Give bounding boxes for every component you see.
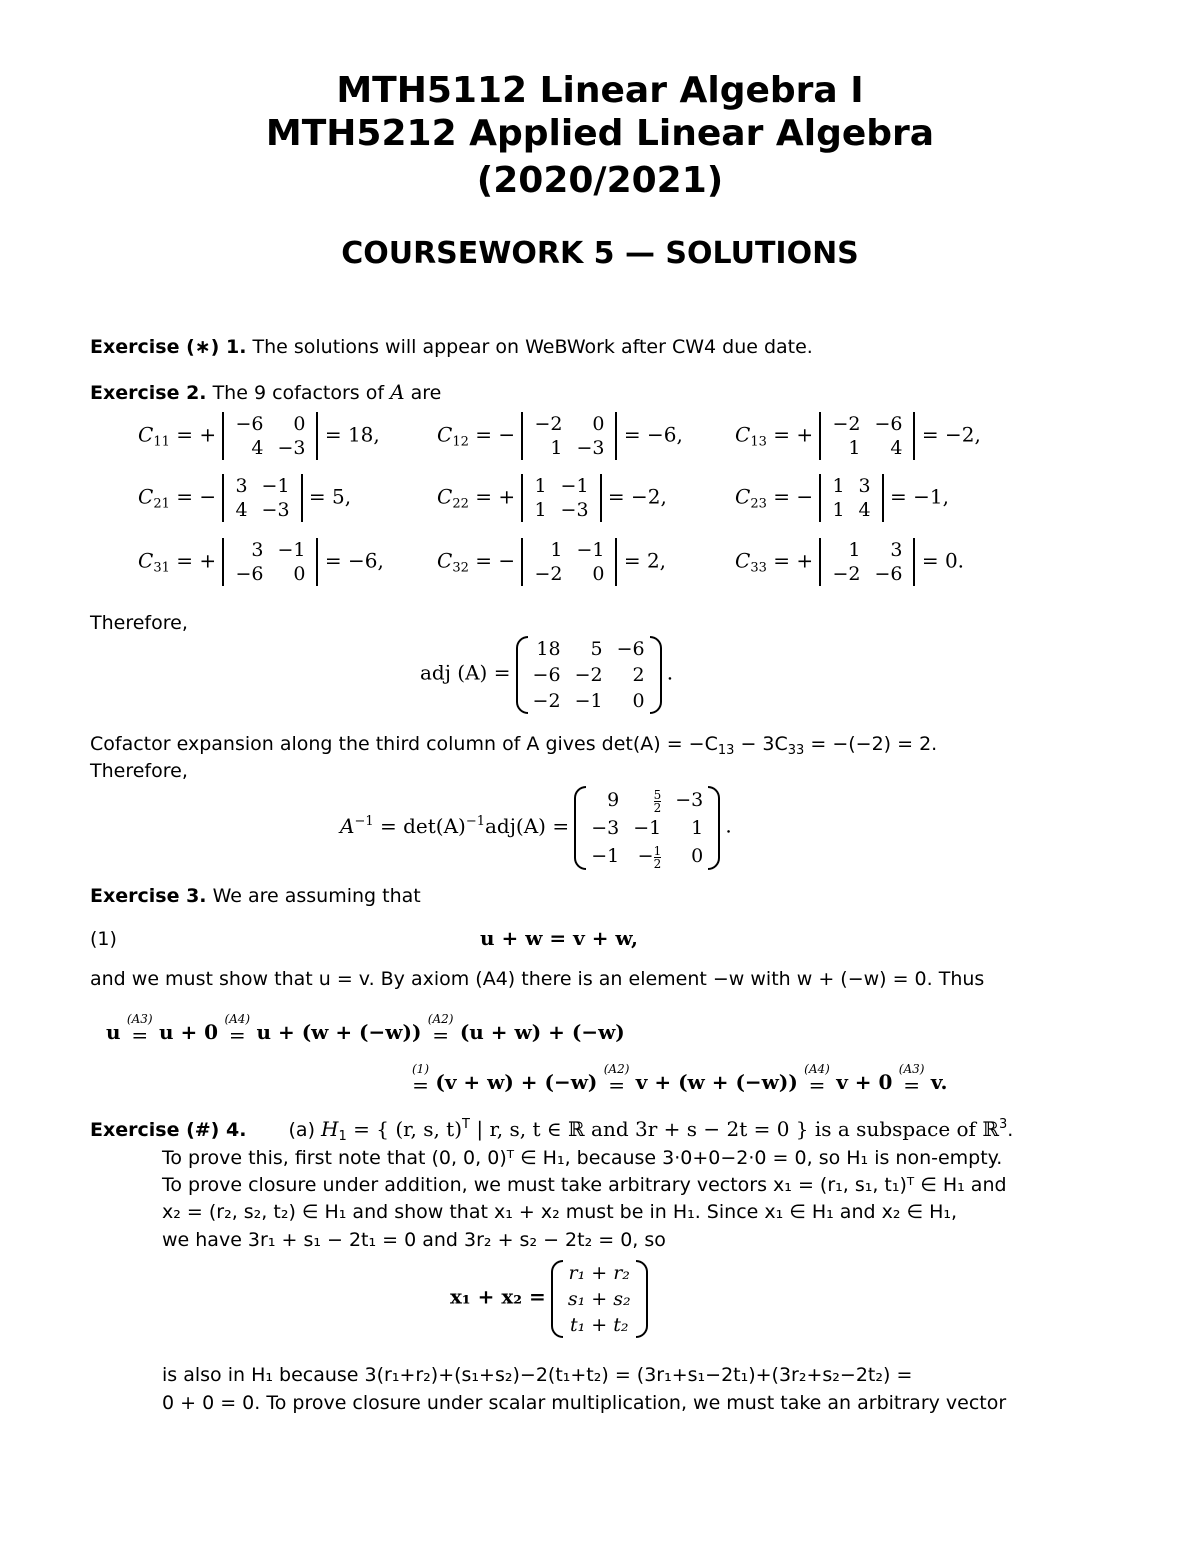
inverse-equation: [340, 786, 732, 870]
determinant-cell: −2: [832, 413, 861, 435]
expansion-sub-13: 13: [717, 743, 735, 758]
inv-cell: 9: [607, 789, 620, 811]
inv-cell: −1: [633, 817, 662, 839]
chain-term-5: v + (w + (−w)): [635, 1070, 798, 1094]
cofactor-value: = 2,: [617, 548, 667, 573]
inverse-adj: adj(A) =: [485, 813, 570, 838]
determinant-cell: −1: [277, 539, 306, 561]
cofactor-sign: = +: [169, 422, 223, 447]
determinant-cell: 1: [534, 475, 547, 497]
determinant-cell: 3: [235, 475, 248, 497]
sum-vector-equation: [450, 1260, 648, 1338]
cofactor-symbol: C: [437, 548, 453, 573]
cofactor-value: = −2,: [915, 422, 981, 447]
determinant-cell: −1: [261, 475, 290, 497]
cofactor-sign: = +: [169, 548, 223, 573]
inverse-lhs: [340, 814, 569, 838]
cofactor-11: [138, 412, 380, 460]
chain-term-4: (v + w) + (−w): [435, 1070, 598, 1094]
cofactor-symbol: C: [735, 548, 751, 573]
chain-term-7: v.: [930, 1070, 948, 1094]
frac-den: 2: [653, 800, 662, 815]
inv-frac-5-2: [654, 789, 662, 814]
cofactor-value: = 18,: [318, 422, 380, 447]
axiom-chain-line-2: [412, 1062, 948, 1097]
cofactor-value: = 0.: [915, 548, 965, 573]
sum-vector-entry: t₁ + t₂: [569, 1314, 629, 1336]
exercise-4-line-7: 0 + 0 = 0. To prove closure under scalar multiplication, we must take an arbitrary vector: [162, 1392, 1007, 1414]
cofactor-21: [138, 474, 351, 522]
cofactor-31: [138, 538, 384, 586]
cofactor-symbol: C: [735, 422, 751, 447]
cofactor-index: 31: [153, 560, 170, 576]
eq-a2-2: (A2) =: [603, 1062, 630, 1097]
exercise-4-line-4: x₂ = (r₂, s₂, t₂) ∈ H₁ and show that x₁ + x₂ must be in H₁. Since x₁ ∈ H₁ and x₂ ∈ H₁,: [162, 1201, 958, 1223]
cofactor-index: 22: [452, 496, 469, 512]
cofactor-sign: = −: [169, 484, 223, 509]
inverse-sup: −1: [354, 813, 374, 829]
exercise-4-line-5: we have 3r₁ + s₁ − 2t₁ = 0 and 3r₂ + s₂ − 2t₂ = 0, so: [162, 1229, 666, 1251]
cofactor-value: = −1,: [883, 484, 949, 509]
adjugate-cell: 18: [536, 638, 561, 660]
determinant-cell: 1: [832, 499, 845, 521]
cofactor-determinant: [521, 412, 617, 460]
inverse-a: A: [340, 813, 355, 838]
exercise-3-text: We are assuming that: [212, 885, 421, 907]
exercise-1-label: Exercise (∗) 1.: [90, 336, 247, 358]
determinant-cell: −2: [534, 563, 563, 585]
inv-cell: −1: [591, 845, 620, 867]
cofactor-23: [735, 474, 949, 522]
determinant-cell: −3: [576, 437, 605, 459]
frac-num: 1: [653, 843, 662, 858]
cofactor-sign: = +: [468, 484, 522, 509]
adjugate-cell: −6: [532, 664, 561, 686]
cofactor-symbol: C: [138, 548, 154, 573]
adjugate-tail: .: [666, 660, 674, 685]
h1-sub: 1: [338, 1129, 347, 1144]
determinant-cell: −3: [277, 437, 306, 459]
cofactor-sign: = +: [766, 422, 820, 447]
cofactor-12: [437, 412, 683, 460]
equation-1: u + w = v + w,: [480, 926, 638, 950]
inv-cell: 0: [691, 845, 704, 867]
sum-vector-entry: s₁ + s₂: [567, 1288, 631, 1310]
eq-a4-2: (A4) =: [804, 1062, 830, 1097]
h1-transpose: T: [462, 1117, 470, 1132]
determinant-cell: −2: [534, 413, 563, 435]
determinant-cell: −1: [576, 539, 605, 561]
h1-def-b: | r, s, t ∈ ℝ and 3r + s − 2t = 0 } is a subspace of ℝ: [469, 1117, 999, 1141]
h1-end: .: [1007, 1119, 1014, 1141]
cofactor-determinant: [819, 538, 915, 586]
determinant-cell: 0: [592, 413, 605, 435]
cofactor-index: 23: [750, 496, 767, 512]
cofactor-index: 12: [452, 434, 469, 450]
chain-term-1: u + 0: [158, 1020, 219, 1044]
adjugate-cell: 2: [632, 664, 645, 686]
chain-term-3: (u + w) + (−w): [459, 1020, 625, 1044]
determinant-cell: 0: [592, 563, 605, 585]
chain-u: u: [106, 1020, 121, 1044]
determinant-cell: 0: [293, 563, 306, 585]
chain-term-2: u + (w + (−w)): [256, 1020, 422, 1044]
cofactor-22: [437, 474, 667, 522]
cofactor-determinant: [819, 474, 883, 522]
label-a3: (A3): [898, 1062, 925, 1076]
inverse-det: = det(A): [373, 813, 466, 838]
cofactor-value: = −2,: [601, 484, 667, 509]
inv-cell: −3: [675, 789, 704, 811]
cofactor-13: [735, 412, 981, 460]
label-a4: (A4): [804, 1062, 830, 1076]
determinant-cell: −3: [261, 499, 290, 521]
inverse-tail: .: [725, 813, 732, 838]
determinant-cell: −6: [235, 563, 264, 585]
chain-term-6: v + 0: [836, 1070, 893, 1094]
label-a2: (A2): [427, 1012, 454, 1026]
sum-vector: [551, 1260, 648, 1338]
exercise-3-intro: [90, 885, 421, 907]
eq-a2: (A2) =: [427, 1012, 454, 1047]
determinant-cell: 0: [293, 413, 306, 435]
coursework-heading: COURSEWORK 5 — SOLUTIONS: [341, 236, 859, 271]
adjugate-matrix: [516, 636, 662, 714]
inverse-matrix: [574, 786, 720, 870]
exercise-3-line-2: and we must show that u = v. By axiom (A4) there is an element −w with w + (−w) = 0. Thus: [90, 968, 985, 990]
adjugate-cell: −2: [532, 690, 561, 712]
exercise-4-line-6: is also in H₁ because 3(r₁+r₂)+(s₁+s₂)−2(t₁+t₂) = (3r₁+s₁−2t₁)+(3r₂+s₂−2t₂) =: [162, 1364, 913, 1386]
adjugate-lhs: adj (A) =: [420, 660, 511, 685]
exercise-4-line-1: [90, 1117, 1013, 1144]
determinant-cell: 1: [550, 437, 563, 459]
label-a4: (A4): [224, 1012, 251, 1026]
eq-a3-2: (A3) =: [898, 1062, 925, 1097]
cofactor-symbol: C: [735, 484, 751, 509]
inv-cell: −3: [591, 817, 620, 839]
inv-frac-1-2: [654, 845, 662, 870]
expansion-end: = −(−2) = 2.: [804, 733, 938, 755]
determinant-cell: −6: [235, 413, 264, 435]
cofactor-index: 13: [750, 434, 767, 450]
sum-vector-entry: r₁ + r₂: [568, 1262, 630, 1284]
eq-a4: (A4) =: [224, 1012, 251, 1047]
determinant-cell: −6: [874, 563, 903, 585]
cofactor-symbol: C: [437, 422, 453, 447]
inverse-det-sup: −1: [465, 813, 485, 829]
cofactor-index: 11: [153, 434, 170, 450]
adjugate-cell: −6: [616, 638, 645, 660]
expansion-mid: − 3C: [734, 733, 788, 755]
cofactor-determinant: [222, 474, 302, 522]
cofactor-value: = 5,: [302, 484, 352, 509]
determinant-cell: 1: [534, 499, 547, 521]
cofactor-determinant: [819, 412, 915, 460]
determinant-cell: 1: [550, 539, 563, 561]
cofactor-determinant: [521, 474, 601, 522]
exercise-4-line-3: To prove closure under addition, we must take arbitrary vectors x₁ = (r₁, s₁, t₁)ᵀ ∈ H₁ and: [162, 1174, 1007, 1196]
eq-1: (1) =: [412, 1062, 429, 1097]
adjugate-cell: 5: [590, 638, 603, 660]
title-line-1: MTH5112 Linear Algebra I: [336, 70, 864, 111]
equation-number-1: (1): [90, 928, 117, 950]
cofactor-sign: = −: [468, 548, 522, 573]
cofactor-determinant: [521, 538, 617, 586]
cofactor-symbol: C: [437, 484, 453, 509]
cofactor-symbol: C: [138, 422, 154, 447]
cofactor-expansion-line: [90, 733, 937, 758]
determinant-cell: −1: [560, 475, 589, 497]
cofactor-index: 33: [750, 560, 767, 576]
cofactor-sign: = −: [468, 422, 522, 447]
cofactor-value: = −6,: [318, 548, 384, 573]
adjugate-cell: −2: [574, 664, 603, 686]
determinant-cell: 1: [832, 475, 845, 497]
cofactor-index: 32: [452, 560, 469, 576]
cofactor-sign: = +: [766, 548, 820, 573]
title-line-3: (2020/2021): [476, 160, 724, 201]
determinant-cell: 4: [890, 437, 903, 459]
therefore-1: Therefore,: [90, 612, 188, 634]
axiom-chain-line-1: [106, 1012, 625, 1047]
cofactor-determinant: [222, 538, 318, 586]
determinant-cell: −3: [560, 499, 589, 521]
exercise-2-intro: [90, 380, 441, 404]
h1-symbol: H: [321, 1117, 339, 1141]
determinant-cell: 3: [858, 475, 871, 497]
determinant-cell: 3: [251, 539, 264, 561]
sum-lhs: x₁ + x₂ =: [450, 1284, 546, 1309]
determinant-cell: 4: [251, 437, 264, 459]
exercise-3-label: Exercise 3.: [90, 885, 207, 907]
inv-cell: 1: [691, 817, 704, 839]
expansion-text: Cofactor expansion along the third column of A gives det(A) = −C: [90, 733, 718, 755]
cofactor-index: 21: [153, 496, 170, 512]
label-a2: (A2): [603, 1062, 630, 1076]
cofactor-32: [437, 538, 666, 586]
exercise-2-label: Exercise 2.: [90, 382, 207, 404]
eq-a3: (A3) =: [126, 1012, 153, 1047]
expansion-sub-33: 33: [787, 743, 805, 758]
frac-minus: −: [637, 845, 654, 867]
determinant-cell: −6: [874, 413, 903, 435]
determinant-cell: 3: [890, 539, 903, 561]
exercise-4-part-a: (a): [288, 1119, 315, 1141]
title-line-2: MTH5212 Applied Linear Algebra: [265, 113, 935, 154]
label-1: (1): [412, 1062, 429, 1076]
exercise-4-line-2: To prove this, first note that (0, 0, 0)ᵀ ∈ H₁, because 3·0+0−2·0 = 0, so H₁ is non-empty.: [162, 1147, 1003, 1169]
cofactor-determinant: [222, 412, 318, 460]
exercise-4-label: Exercise (#) 4.: [90, 1119, 247, 1141]
therefore-2: Therefore,: [90, 760, 188, 782]
exercise-1-text: The solutions will appear on WeBWork after CW4 due date.: [252, 336, 813, 358]
frac-num: 5: [653, 787, 662, 802]
adjugate-equation: [420, 636, 673, 714]
exercise-2-text: The 9 cofactors of: [212, 382, 385, 404]
exercise-1: [90, 336, 813, 358]
h1-def-a: = { (r, s, t): [346, 1117, 463, 1141]
determinant-cell: 1: [848, 539, 861, 561]
cofactor-symbol: C: [138, 484, 154, 509]
cofactor-sign: = −: [766, 484, 820, 509]
adjugate-cell: 0: [632, 690, 645, 712]
cofactor-value: = −6,: [617, 422, 683, 447]
adjugate-cell: −1: [574, 690, 603, 712]
cofactor-33: [735, 538, 964, 586]
label-a3: (A3): [126, 1012, 153, 1026]
matrix-a-symbol: A: [390, 380, 405, 404]
frac-den: 2: [653, 856, 662, 871]
r3-sup: 3: [998, 1117, 1008, 1132]
exercise-2-are: are: [410, 382, 442, 404]
determinant-cell: −2: [832, 563, 861, 585]
determinant-cell: 4: [235, 499, 248, 521]
determinant-cell: 4: [858, 499, 871, 521]
determinant-cell: 1: [848, 437, 861, 459]
